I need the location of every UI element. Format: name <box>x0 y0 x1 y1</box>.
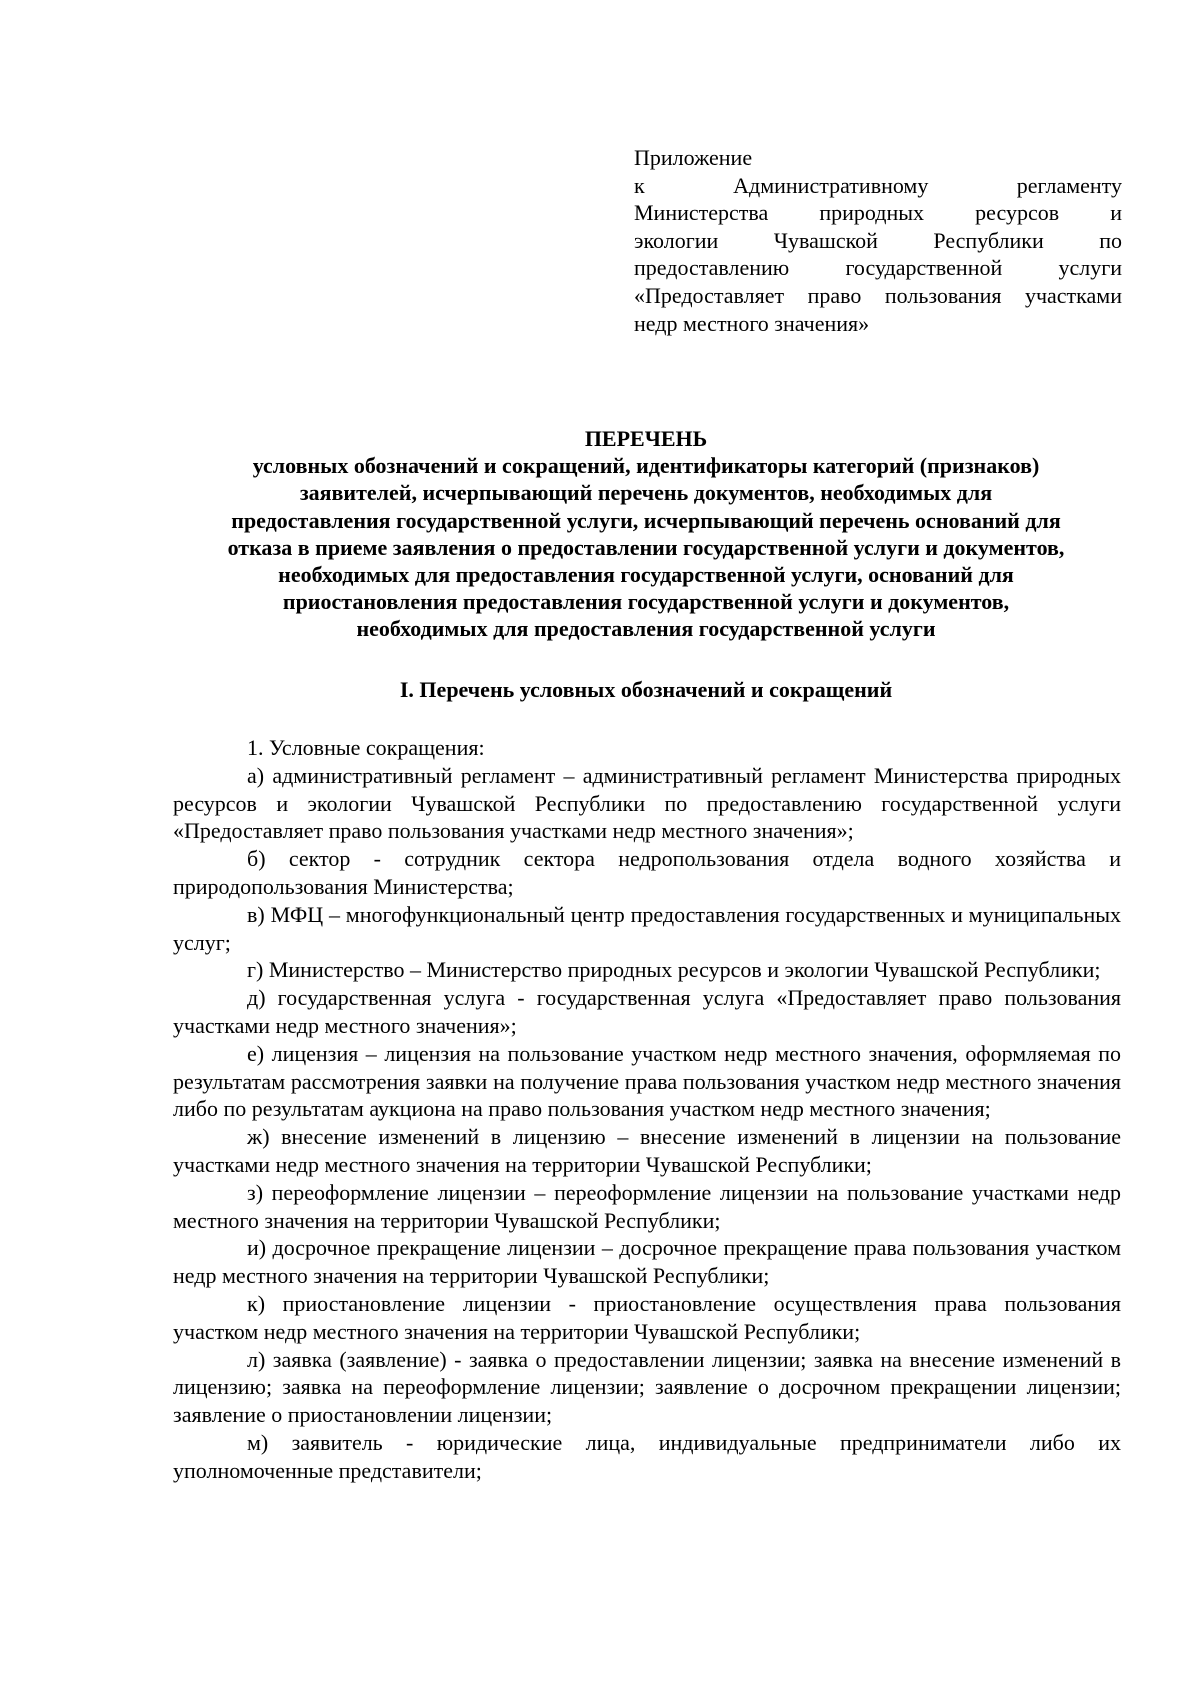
title-line: условных обозначений и сокращений, идентификаторы категорий (признаков) <box>252 453 1040 479</box>
appendix-block <box>634 144 1122 337</box>
paragraph: л) заявка (заявление) - заявка о предоставлении лицензии; заявка на внесение изменений в лицензию; заявка на переоформление лицензии; заявление о досрочном прекращении лицензии; заявление о приостановлении лицензии; <box>173 1346 1121 1428</box>
paragraph: г) Министерство – Министерство природных ресурсов и экологии Чувашской Республики; <box>247 957 1101 983</box>
appendix-line: Министерства природных ресурсов и <box>634 200 1122 226</box>
appendix-line: «Предоставляет право пользования участками <box>634 282 1122 308</box>
title-line: необходимых для предоставления государственной услуги, оснований для <box>278 562 1014 588</box>
paragraph: 1. Условные сокращения: <box>247 735 485 760</box>
appendix-line: предоставлению государственной услуги <box>634 255 1122 281</box>
paragraph: з) переоформление лицензии – переоформление лицензии на пользование участками недр местного значения на территории Чувашской Республики; <box>173 1179 1121 1233</box>
paragraph: б) сектор - сотрудник сектора недропользования отдела водного хозяйства и природопользования Министерства; <box>173 846 1121 899</box>
title-heading: ПЕРЕЧЕНЬ <box>584 426 708 451</box>
appendix-line: к Административному регламенту <box>634 172 1122 198</box>
appendix-line: Приложение <box>634 145 753 170</box>
section-body <box>173 734 1121 1485</box>
paragraph: д) государственная услуга - государственная услуга «Предоставляет право пользования участками недр местного значения»; <box>173 985 1121 1038</box>
paragraph: в) МФЦ – многофункциональный центр предоставления государственных и муниципальных услуг; <box>173 901 1121 955</box>
title-line: предоставления государственной услуги, исчерпывающий перечень оснований для <box>231 507 1061 533</box>
document-title <box>168 425 1124 643</box>
title-line: приостановления предоставления государственной услуги и документов, <box>282 589 1010 615</box>
appendix-line: недр местного значения» <box>634 310 870 336</box>
paragraph: м) заявитель - юридические лица, индивидуальные предприниматели либо их уполномоченные представители; <box>173 1429 1121 1483</box>
title-line: необходимых для предоставления государственной услуги <box>356 616 936 642</box>
paragraph: е) лицензия – лицензия на пользование участком недр местного значения, оформляемая по результатам рассмотрения заявки на получение права пользования участком недр местного значения либо по результатам аукциона на право пользования участком недр местного значения; <box>173 1040 1121 1122</box>
appendix-line: экологии Чувашской Республики по <box>634 227 1122 253</box>
title-line: отказа в приеме заявления о предоставлении государственной услуги и документов, <box>227 534 1065 560</box>
paragraph: а) административный регламент – административный регламент Министерства природных ресурсов и экологии Чувашской Республики по предоставлению государственной услуги «Предоставляет право пользования участками недр местного значения»; <box>173 762 1121 844</box>
section-heading: I. Перечень условных обозначений и сокращений <box>399 677 893 702</box>
title-line: заявителей, исчерпывающий перечень документов, необходимых для <box>299 480 993 506</box>
paragraph: ж) внесение изменений в лицензию – внесение изменений в лицензии на пользование участками недр местного значения на территории Чувашской Республики; <box>173 1124 1121 1177</box>
paragraph: и) досрочное прекращение лицензии – досрочное прекращение права пользования участком недр местного значения на территории Чувашской Республики; <box>173 1235 1121 1289</box>
paragraph: к) приостановление лицензии - приостановление осуществления права пользования участком недр местного значения на территории Чувашской Республики; <box>173 1290 1121 1344</box>
